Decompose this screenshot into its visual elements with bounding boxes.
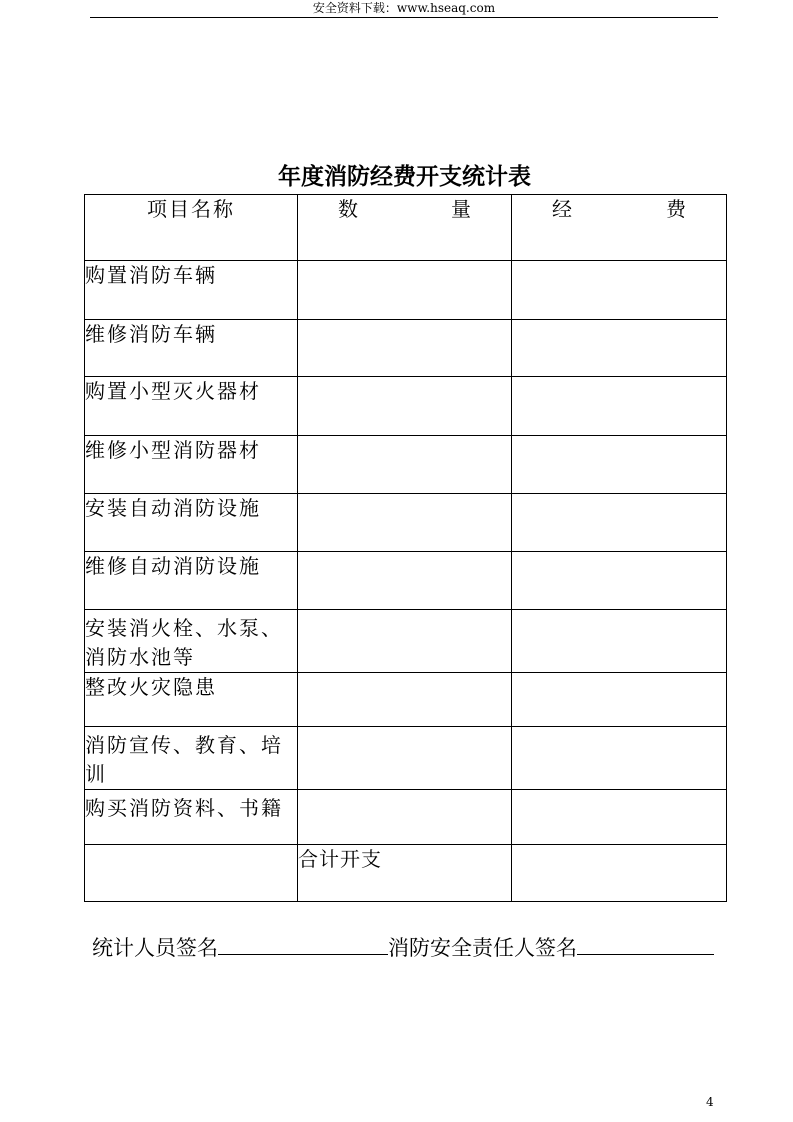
page-header <box>90 0 718 18</box>
table-row <box>85 610 727 673</box>
quantity-cell[interactable] <box>298 436 512 494</box>
quantity-cell[interactable] <box>298 790 512 845</box>
table-row <box>85 673 727 727</box>
quantity-cell[interactable] <box>298 320 512 377</box>
quantity-cell[interactable] <box>298 377 512 436</box>
quantity-cell[interactable] <box>298 727 512 790</box>
quantity-cell[interactable] <box>298 552 512 610</box>
expense-cell[interactable] <box>512 673 727 727</box>
table-row <box>85 494 727 552</box>
col-header-quantity-part: 数 <box>338 197 358 221</box>
col-header-quantity <box>298 195 512 261</box>
quantity-cell[interactable] <box>298 610 512 673</box>
expense-cell[interactable] <box>512 552 727 610</box>
total-label-cell: 合计开支 <box>298 845 512 902</box>
item-cell: 维修自动消防设施 <box>85 552 298 610</box>
table-row <box>85 320 727 377</box>
expense-cell[interactable] <box>512 494 727 552</box>
item-cell: 维修小型消防器材 <box>85 436 298 494</box>
header-text: 安全资料下载：www.hseaq.com <box>312 1 496 15</box>
quantity-cell[interactable] <box>298 673 512 727</box>
expense-cell[interactable] <box>512 436 727 494</box>
item-cell: 购买消防资料、书籍 <box>85 790 298 845</box>
safety-signature-label: 消防安全责任人签名 <box>388 936 577 960</box>
expense-cell[interactable] <box>512 377 727 436</box>
table-row <box>85 261 727 320</box>
table-header-row <box>85 195 727 261</box>
expense-table <box>84 194 727 902</box>
item-cell: 消防宣传、教育、培训 <box>85 727 298 790</box>
expense-cell[interactable] <box>512 727 727 790</box>
item-cell: 维修消防车辆 <box>85 320 298 377</box>
expense-cell[interactable] <box>512 790 727 845</box>
quantity-cell[interactable] <box>298 261 512 320</box>
table-row <box>85 552 727 610</box>
expense-cell[interactable] <box>512 261 727 320</box>
item-cell: 安装自动消防设施 <box>85 494 298 552</box>
col-header-item: 项目名称 <box>85 195 298 261</box>
item-cell: 购置小型灭火器材 <box>85 377 298 436</box>
stat-signature-label: 统计人员签名 <box>92 936 218 960</box>
stat-signature-blank[interactable] <box>218 934 388 955</box>
col-header-expense-part: 经 <box>552 197 572 221</box>
item-cell: 购置消防车辆 <box>85 261 298 320</box>
signature-line <box>92 933 732 963</box>
expense-cell[interactable] <box>512 320 727 377</box>
item-cell: 整改火灾隐患 <box>85 673 298 727</box>
col-header-expense-part: 费 <box>666 197 686 221</box>
table-row <box>85 436 727 494</box>
table-total-row <box>85 845 727 902</box>
expense-cell[interactable] <box>512 610 727 673</box>
table-row <box>85 727 727 790</box>
item-cell: 安装消火栓、水泵、消防水池等 <box>85 610 298 673</box>
safety-signature-blank[interactable] <box>577 934 714 955</box>
table-row <box>85 377 727 436</box>
col-header-expense <box>512 195 727 261</box>
table-row <box>85 790 727 845</box>
page-number: 4 <box>706 1095 714 1109</box>
col-header-quantity-part: 量 <box>451 197 471 221</box>
total-expense-cell[interactable] <box>512 845 727 902</box>
page-title: 年度消防经费开支统计表 <box>278 163 531 190</box>
total-empty-cell <box>85 845 298 902</box>
quantity-cell[interactable] <box>298 494 512 552</box>
